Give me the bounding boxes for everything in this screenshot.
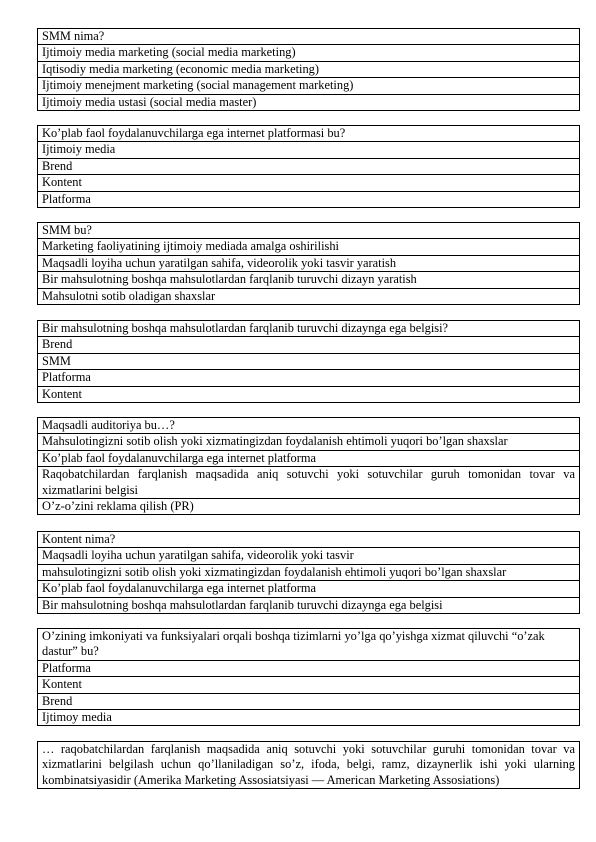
question-block-8 [37,741,580,789]
question-text: … raqobatchilardan farqlanish maqsadida aniq sotuvchi yoki sotuvchilar guruhi tomonidan tovar va xizmatlarini belgilash uchun qo’llaniladigan so’z, ifoda, belgi, ramz, dizaynerlik ishi yoki ularning kombinatsiyasidir (Amerika Marketing Assosiatsiyasi — American Marketing Assosiations) [37,742,580,789]
answer-option: mahsulotingizni sotib olish yoki xizmatingizdan foydalanish ehtimoli yuqori bo’lgan shaxslar [37,565,580,581]
question-block-2 [37,125,580,208]
answer-option: Raqobatchilardan farqlanish maqsadida aniq sotuvchi yoki sotuvchilar guruh tomonidan tovar va xizmatlarini belgisi [37,467,580,499]
answer-option: Mahsulotingizni sotib olish yoki xizmatingizdan foydalanish ehtimoli yuqori bo’lgan shaxslar [37,434,580,450]
answer-option: Ijtimoiy media marketing (social media marketing) [37,45,580,61]
answer-option: Iqtisodiy media marketing (economic media marketing) [37,62,580,78]
answer-option: Maqsadli loyiha uchun yaratilgan sahifa, videorolik yoki tasvir [37,548,580,564]
question-text: Maqsadli auditoriya bu…? [37,418,580,434]
question-block-3 [37,222,580,305]
answer-option: Ko’plab faol foydalanuvchilarga ega internet platforma [37,581,580,597]
question-text: SMM bu? [37,223,580,239]
answer-option: Kontent [37,387,580,403]
answer-option: Kontent [37,175,580,191]
question-text: Kontent nima? [37,532,580,548]
answer-option: Brend [37,159,580,175]
question-block-5 [37,417,580,515]
answer-option: O’z-o’zini reklama qilish (PR) [37,499,580,515]
answer-option: Brend [37,337,580,353]
question-block-6 [37,531,580,614]
answer-option: Bir mahsulotning boshqa mahsulotlardan farqlanib turuvchi dizayn yaratish [37,272,580,288]
answer-option: Bir mahsulotning boshqa mahsulotlardan farqlanib turuvchi dizaynga ega belgisi [37,598,580,614]
question-block-4 [37,320,580,403]
question-block-1 [37,28,580,111]
answer-option: Platforma [37,661,580,677]
answer-option: Mahsulotni sotib oladigan shaxslar [37,289,580,305]
answer-option: Ko’plab faol foydalanuvchilarga ega internet platforma [37,451,580,467]
answer-option: Kontent [37,677,580,693]
question-text: O’zining imkoniyati va funksiyalari orqali boshqa tizimlarni yo’lga qo’yishga xizmat qiluvchi “o’zak dastur” bu? [37,629,580,661]
question-text: SMM nima? [37,29,580,45]
answer-option: SMM [37,354,580,370]
answer-option: Ijtimoiy menejment marketing (social management marketing) [37,78,580,94]
answer-option: Ijtimoiy media ustasi (social media master) [37,95,580,111]
answer-option: Ijtimoy media [37,710,580,726]
question-block-7 [37,628,580,726]
answer-option: Platforma [37,192,580,208]
answer-option: Maqsadli loyiha uchun yaratilgan sahifa, videorolik yoki tasvir yaratish [37,256,580,272]
answer-option: Marketing faoliyatining ijtimoiy mediada amalga oshirilishi [37,239,580,255]
answer-option: Platforma [37,370,580,386]
answer-option: Brend [37,694,580,710]
question-text: Ko’plab faol foydalanuvchilarga ega internet platformasi bu? [37,126,580,142]
answer-option: Ijtimoiy media [37,142,580,158]
question-text: Bir mahsulotning boshqa mahsulotlardan farqlanib turuvchi dizaynga ega belgisi? [37,321,580,337]
